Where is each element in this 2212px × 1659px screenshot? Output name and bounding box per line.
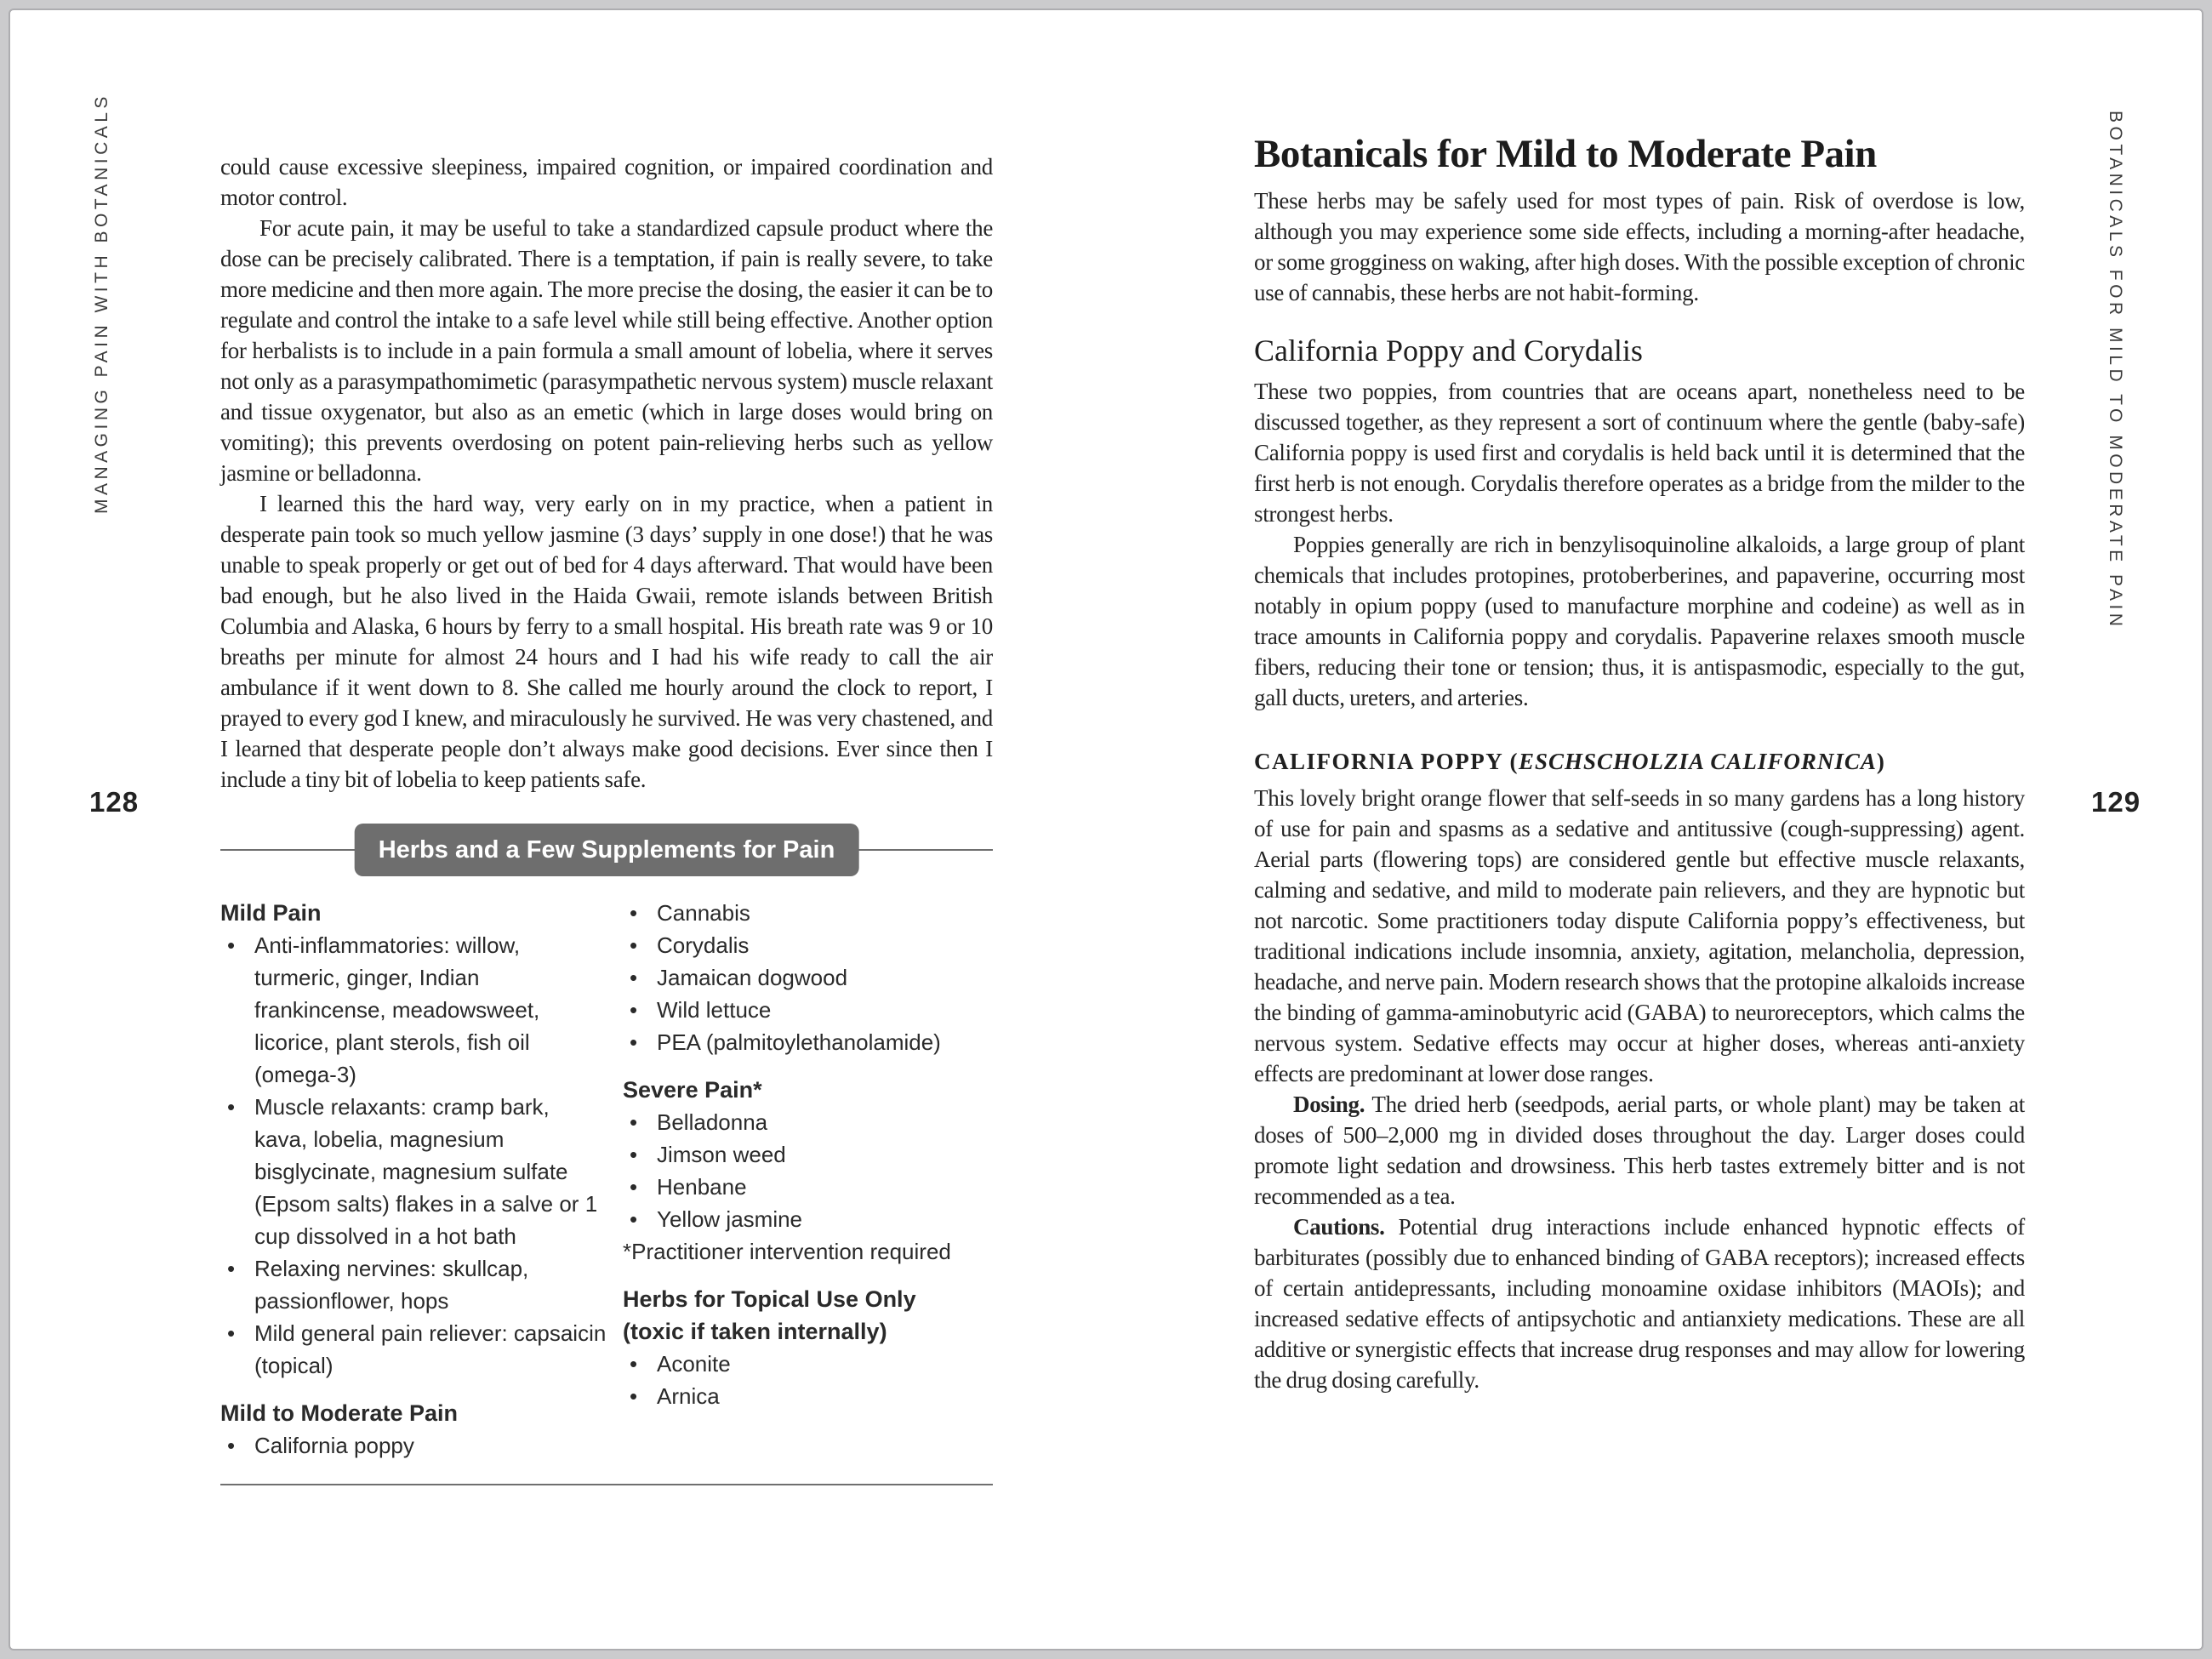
paragraph: For acute pain, it may be useful to take a standardized capsule product where the dose can be precisely calibrated. There is a temptation, if pain is really severe, to take more medicine and then more again. The more precise the dosing, the easier it can be to regulate and control the intake to a safe level while still being effective. Another option for herbalists is to include in a pain formula a small amount of lobelia, where it serves not only as a parasympathomimetic (parasympathetic nervous system) muscle relaxant and tissue oxygenator, but also as an emetic (which in large doses would bring on vomiting); this prevents overdosing on potent pain-relieving herbs such as yellow jasmine or belladonna. (220, 215, 993, 486)
list-item: • California poppy (220, 1429, 607, 1462)
topical-list (623, 1348, 993, 1412)
paragraph: I learned this the hard way, very early on in my practice, when a patient in desperate pain took so much yellow jasmine (3 days’ supply in one dose!) that he was unable to speak properly or get out of bed for 4 days afterward. That would have been bad enough, but he also lived in the Haida Gwaii, remote islands between British Columbia and Alaska, 6 hours by ferry to a small hospital. His breath rate was 9 or 10 breaths per minute for almost 24 hours and I had his wife ready to call the air ambulance if it went down to 8. She called me hourly around the clock to report, I prayed to every god I knew, and miraculously he survived. He was very chastened, and I learned that desperate people don’t always make good decisions. Ever since then I include a tiny bit of lobelia to keep patients safe. (220, 491, 993, 792)
supplements-box-lists (220, 897, 993, 1462)
subsection-heading: CALIFORNIA POPPY (ESCHSCHOLZIA CALIFORNICA) (1254, 749, 1886, 774)
paragraph: could cause excessive sleepiness, impaired cognition, or impaired coordination and motor control. (220, 154, 993, 210)
list-item: • Henbane (623, 1171, 993, 1203)
list-heading-mild-to-moderate: Mild to Moderate Pain (220, 1400, 459, 1426)
list-item: • Cannabis (623, 897, 993, 929)
list-item: • Muscle relaxants: cramp bark, kava, lobelia, magnesium bisglycinate, magnesium sulfate (Epsom salts) flakes in a salve or 1 cup dissolved in a hot bath (220, 1091, 607, 1252)
paragraph: This lovely bright orange flower that self-seeds in so many gardens has a long history of use for pain and spasms as a sedative and antitussive (cough-suppressing) agent. Aerial parts (flowering tops) are considered gentle but effective muscle relaxants, calming and sedative, and mild to moderate pain relievers, and they are hypnotic but not narcotic. Some practitioners today dispute California poppy’s effectiveness, but traditional indications include insomnia, anxiety, agitation, melancholia, depression, headache, and nerve pain. Modern research shows that the protopine alkaloids increase the binding of gamma-aminobutyric acid (GABA) to neuroreceptors, which calms the nervous system. Sedative effects may occur at higher doses, whereas anti-anxiety effects are predominant at lower dose ranges. (1254, 785, 2025, 1086)
chapter-title: Botanicals for Mild to Moderate Pain (1254, 132, 1877, 176)
mild-pain-list (220, 929, 607, 1382)
list-item: • PEA (palmitoylethanolamide) (623, 1026, 993, 1058)
box-bottom-rule (220, 1484, 993, 1485)
dosing-paragraph: Dosing. The dried herb (seedpods, aerial parts, or whole plant) may be taken at doses of 500–2,000 mg in divided doses throughout the day. Larger doses could promote light sedation and drowsiness. This herb tastes extremely bitter and is not recommended as a tea. (1254, 1092, 2025, 1209)
right-page-number: 129 (2091, 786, 2141, 818)
cautions-paragraph: Cautions. Potential drug interactions include enhanced hypnotic effects of barbiturates (possibly due to enhanced binding of GABA receptors); increased effects of certain antidepressants, including monoamine oxidase inhibitors (MAOIs); and increased sedative effects of antipsychotic and antianxiety medications. These are all additive or synergistic effects that increase drug responses and may allow for lowering the drug dosing carefully. (1254, 1214, 2025, 1393)
box-title-badge: Herbs and a Few Supplements for Pain (355, 824, 859, 876)
box-right-column (623, 897, 993, 1462)
list-item: • Jamaican dogwood (623, 961, 993, 994)
list-item: • Yellow jasmine (623, 1203, 993, 1235)
list-item: • Wild lettuce (623, 994, 993, 1026)
severe-pain-list (623, 1106, 993, 1235)
list-item: • Belladonna (623, 1106, 993, 1138)
list-heading-topical-line2: (toxic if taken internally) (623, 1319, 887, 1344)
paragraph: These herbs may be safely used for most types of pain. Risk of overdose is low, although you may experience some side effects, including a morning-after headache, or some grogginess on waking, after high doses. With the possible exception of chronic use of cannabis, these herbs are not habit-forming. (1254, 188, 2025, 305)
list-heading-mild-pain: Mild Pain (220, 900, 322, 926)
paragraph: These two poppies, from countries that are oceans apart, nonetheless need to be discussed together, as they represent a sort of continuum where the gentle (baby-safe) California poppy is used first and corydalis is held back until it is determined that the first herb is not enough. Corydalis therefore operates as a bridge from the milder to the strongest herbs. (1254, 379, 2025, 527)
book-spread (9, 9, 2203, 1650)
right-margin-running-head: BOTANICALS FOR MILD TO MODERATE PAIN (2106, 111, 2125, 630)
supplements-box-header (220, 824, 993, 876)
list-item: • Relaxing nervines: skullcap, passionflower, hops (220, 1252, 607, 1317)
list-heading-topical-line1: Herbs for Topical Use Only (623, 1286, 916, 1312)
paragraph: Poppies generally are rich in benzylisoquinoline alkaloids, a large group of plant chemicals that includes protopines, protoberberines, and papaverine, occurring most notably in opium poppy (used to manufacture morphine and codeine) as well as in trace amounts in California poppy and corydalis. Papaverine relaxes smooth muscle fibers, reducing their tone or tension; thus, it is antispasmodic, especially to the gut, gall ducts, ureters, and arteries. (1254, 532, 2025, 710)
cautions-lead: Cautions. (1293, 1214, 1385, 1240)
latin-name: ESCHSCHOLZIA CALIFORNICA (1519, 749, 1877, 774)
box-left-column (220, 897, 607, 1462)
right-page-content (1254, 121, 2025, 1395)
list-heading-severe-pain: Severe Pain* (623, 1077, 762, 1103)
dosing-lead: Dosing. (1293, 1092, 1365, 1117)
list-item: • Mild general pain reliever: capsaicin (topical) (220, 1317, 607, 1382)
list-item: • Corydalis (623, 929, 993, 961)
left-page-content (220, 151, 993, 1485)
list-item: • Jimson weed (623, 1138, 993, 1171)
left-page-number: 128 (89, 786, 140, 818)
mild-to-moderate-continued-list (623, 897, 993, 1058)
list-item: • Arnica (623, 1380, 993, 1412)
list-item: • Anti-inflammatories: willow, turmeric, ginger, Indian frankincense, meadowsweet, licorice, plant sterols, fish oil (omega-3) (220, 929, 607, 1091)
left-margin-running-head: MANAGING PAIN WITH BOTANICALS (92, 93, 111, 514)
mild-to-moderate-list (220, 1429, 607, 1462)
section-heading: California Poppy and Corydalis (1254, 334, 1643, 368)
list-item: • Aconite (623, 1348, 993, 1380)
practitioner-footnote: *Practitioner intervention required (623, 1239, 951, 1264)
